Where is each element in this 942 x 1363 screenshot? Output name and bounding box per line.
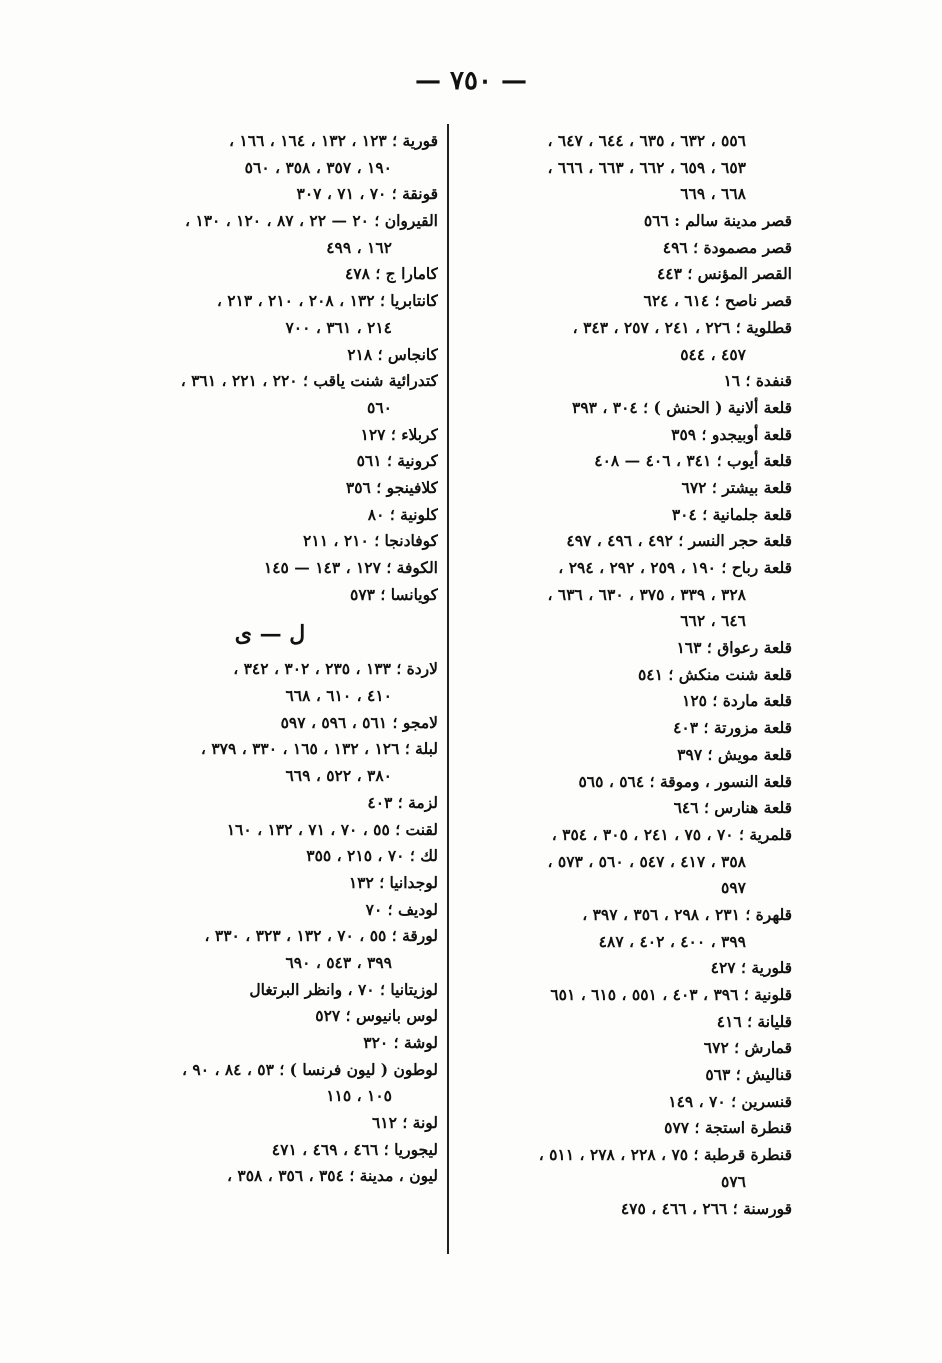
index-entry: كانجاس ؛ ٢١٨ [347, 344, 438, 364]
index-entry: كويانسا ؛ ٥٧٣ [350, 584, 438, 604]
index-entry: قنطرة قرطبة ؛ ٧٥ ، ٢٢٨ ، ٢٧٨ ، ٥١١ ، [538, 1145, 792, 1165]
index-entry-continuation: ٤١٠ ، ٦١٠ ، ٦٦٨ [285, 686, 392, 706]
index-entry-continuation: ١٠٥ ، ١١٥ [326, 1086, 392, 1106]
index-entry: قلعة مزورتة ؛ ٤٠٣ [673, 718, 792, 738]
index-entry: كلونية ؛ ٨٠ [367, 504, 438, 524]
index-entry-continuation: ٥٦٠ [367, 397, 392, 417]
index-entry-continuation: ٦٦٨ ، ٦٦٩ [680, 184, 746, 204]
index-entry: كانتابريا ؛ ١٣٢ ، ٢٠٨ ، ٢١٠ ، ٢١٣ ، [216, 291, 438, 311]
index-entry: قلعة بيشتر ؛ ٦٧٢ [681, 477, 792, 497]
index-entry-continuation: ١٦٢ ، ٤٩٩ [326, 237, 392, 257]
index-entry: ليجوريا ؛ ٤٦٦ ، ٤٦٩ ، ٤٧١ [271, 1139, 438, 1159]
index-entry: قنسرين ؛ ٧٠ ، ١٤٩ [668, 1091, 792, 1111]
index-entry: لزمة ؛ ٤٠٣ [367, 792, 438, 812]
index-entry: الكوفة ؛ ١٢٧ ، ١٤٣ — ١٤٥ [263, 558, 438, 577]
column-divider [447, 124, 449, 1254]
index-entry: قلعة شنت منكش ؛ ٥٤١ [637, 664, 792, 684]
index-entry: لونة ؛ ٦١٢ [371, 1113, 438, 1133]
index-entry-continuation: ٣٩٩ ، ٤٠٠ ، ٤٠٢ ، ٤٨٧ [598, 931, 746, 951]
index-entry: قنفدة ؛ ١٦ [723, 371, 792, 391]
page-number: — ٧٥٠ — [414, 66, 528, 96]
index-entry: لوس بانيوس ؛ ٥٢٧ [315, 1006, 438, 1026]
index-entry: لاردة ؛ ١٣٣ ، ٢٣٥ ، ٣٠٢ ، ٣٤٢ ، [233, 659, 438, 679]
index-entry: قلعة ماردة ؛ ١٢٥ [682, 691, 792, 711]
index-entry-continuation: ١٩٠ ، ٣٥٧ ، ٣٥٨ ، ٥٦٠ [244, 157, 392, 177]
index-entry: لقنت ؛ ٥٥ ، ٧٠ ، ٧١ ، ١٣٢ ، ١٦٠ [226, 819, 438, 839]
index-entry: قصر مصمودة ؛ ٤٩٦ [662, 237, 792, 257]
section-heading: ل — ى [234, 621, 306, 648]
index-entry: قليانة ؛ ٤١٦ [716, 1011, 792, 1031]
index-entry-continuation: ٥٩٧ [721, 878, 746, 898]
index-entry: قلعة رباح ؛ ١٩٠ ، ٢٥٩ ، ٢٩٢ ، ٢٩٤ ، [558, 558, 792, 577]
index-entry: كوفادنجا ؛ ٢١٠ ، ٢١١ [303, 531, 438, 551]
index-entry: قلعة أيوب ؛ ٣٤١ ، ٤٠٦ — ٤٠٨ [594, 451, 792, 471]
index-column-left [102, 128, 438, 1190]
index-entry-continuation: ٣٩٩ ، ٥٤٣ ، ٦٩٠ [285, 952, 392, 972]
index-entry: قورية ؛ ١٢٣ ، ١٣٢ ، ١٦٤ ، ١٦٦ ، [229, 131, 438, 150]
index-entry: لورقة ؛ ٥٥ ، ٧٠ ، ١٣٢ ، ٣٢٣ ، ٣٣٠ ، [204, 926, 438, 946]
index-entry-continuation: ٤٥٧ ، ٥٤٤ [680, 344, 746, 364]
index-entry: كرونية ؛ ٥٦١ [356, 451, 438, 471]
index-entry: لامجو ؛ ٥٦١ ، ٥٩٦ ، ٥٩٧ [280, 712, 438, 732]
index-entry: قلعة ألانية ( الحنش ) ؛ ٣٠٤ ، ٣٩٣ [572, 397, 792, 417]
index-entry: كامارا ج ؛ ٤٧٨ [344, 264, 438, 284]
index-entry: القيروان ؛ ٢٠ — ٢٢ ، ٨٧ ، ١٢٠ ، ١٣٠ ، [184, 211, 438, 231]
index-entry: قلعة هنارس ؛ ٦٤٦ [673, 798, 792, 818]
index-entry: كربلاء ؛ ١٢٧ [360, 424, 438, 444]
index-entry: لوطون ( ليون فرنسا ) ؛ ٥٣ ، ٨٤ ، ٩٠ ، [181, 1059, 438, 1079]
index-entry-continuation: ٦٤٦ ، ٦٦٢ [680, 611, 746, 631]
index-entry-continuation: ٥٥٦ ، ٦٣٢ ، ٦٣٥ ، ٦٤٤ ، ٦٤٧ ، [547, 131, 746, 150]
index-entry: قمارش ؛ ٦٧٢ [703, 1038, 792, 1058]
index-entry: قناليش ؛ ٥٦٣ [705, 1065, 792, 1085]
index-entry: لك ؛ ٧٠ ، ٢١٥ ، ٣٥٥ [306, 846, 438, 866]
index-entry: القصر المؤنس ؛ ٤٤٣ [656, 264, 792, 284]
index-entry: لبلة ؛ ١٢٦ ، ١٣٢ ، ١٦٥ ، ٣٣٠ ، ٣٧٩ ، [200, 739, 438, 759]
index-entry: كلافينجو ؛ ٣٥٦ [345, 477, 438, 497]
index-column-right [462, 128, 792, 1222]
index-entry: قصر ناصح ؛ ٦١٤ ، ٦٢٤ [643, 291, 792, 311]
index-entry: ليون ، مدينة ؛ ٣٥٤ ، ٣٥٦ ، ٣٥٨ ، [227, 1166, 438, 1186]
index-entry: قلهرة ؛ ٢٣١ ، ٢٩٨ ، ٣٥٦ ، ٣٩٧ ، [582, 904, 792, 924]
index-entry-continuation: ٣٥٨ ، ٤١٧ ، ٥٤٧ ، ٥٦٠ ، ٥٧٣ ، [547, 851, 746, 871]
index-entry: قلمرية ؛ ٧٠ ، ٧٥ ، ٢٤١ ، ٣٠٥ ، ٣٥٤ ، [551, 824, 792, 844]
index-entry-continuation: ٦٥٣ ، ٦٥٩ ، ٦٦٢ ، ٦٦٣ ، ٦٦٦ ، [547, 157, 746, 177]
index-entry: قلعة أوبيجدو ؛ ٣٥٩ [671, 424, 792, 444]
index-entry: قصر مدينة سالم : ٥٦٦ [643, 211, 792, 231]
index-entry: قلعة حجر النسر ؛ ٤٩٢ ، ٤٩٦ ، ٤٩٧ [566, 531, 792, 551]
index-entry-continuation: ٢١٤ ، ٣٦١ ، ٧٠٠ [285, 317, 392, 337]
index-entry-continuation: ٣٢٨ ، ٣٣٩ ، ٣٧٥ ، ٦٣٠ ، ٦٣٦ ، [547, 584, 746, 604]
index-entry: لوجدانيا ؛ ١٣٢ [348, 872, 438, 892]
index-entry: لوزيتانيا ؛ ٧٠ ، وانظر البرتغال [249, 979, 438, 999]
index-entry: قلعة النسور ، وموقة ؛ ٥٦٤ ، ٥٦٥ [578, 771, 792, 791]
index-entry: قورسنة ؛ ٢٦٦ ، ٤٦٦ ، ٤٧٥ [620, 1198, 792, 1218]
index-entry: قلعة رعواق ؛ ١٦٣ [676, 638, 792, 658]
index-entry: لوشة ؛ ٣٢٠ [363, 1033, 438, 1052]
index-entry: قنطرة استجة ؛ ٥٧٧ [664, 1118, 792, 1138]
index-entry: قونقة ؛ ٧٠ ، ٧١ ، ٣٠٧ [296, 184, 438, 204]
index-entry: لوديف ؛ ٧٠ [365, 899, 438, 919]
index-entry: قلعة جلمانية ؛ ٣٠٤ [671, 504, 792, 524]
index-entry-continuation: ٥٧٦ [721, 1171, 746, 1191]
index-entry: كتدرائية شنت ياقب ؛ ٢٢٠ ، ٢٢١ ، ٣٦١ ، [180, 371, 438, 391]
index-entry: قلعة مويش ؛ ٣٩٧ [677, 744, 792, 764]
index-entry: قلونية ؛ ٣٩٦ ، ٤٠٣ ، ٥٥١ ، ٦١٥ ، ٦٥١ [550, 985, 792, 1004]
index-entry: قلورية ؛ ٤٢٧ [710, 958, 792, 978]
index-entry-continuation: ٣٨٠ ، ٥٢٢ ، ٦٦٩ [285, 766, 392, 786]
index-entry: قطلوية ؛ ٢٢٦ ، ٢٤١ ، ٢٥٧ ، ٣٤٣ ، [572, 317, 792, 337]
